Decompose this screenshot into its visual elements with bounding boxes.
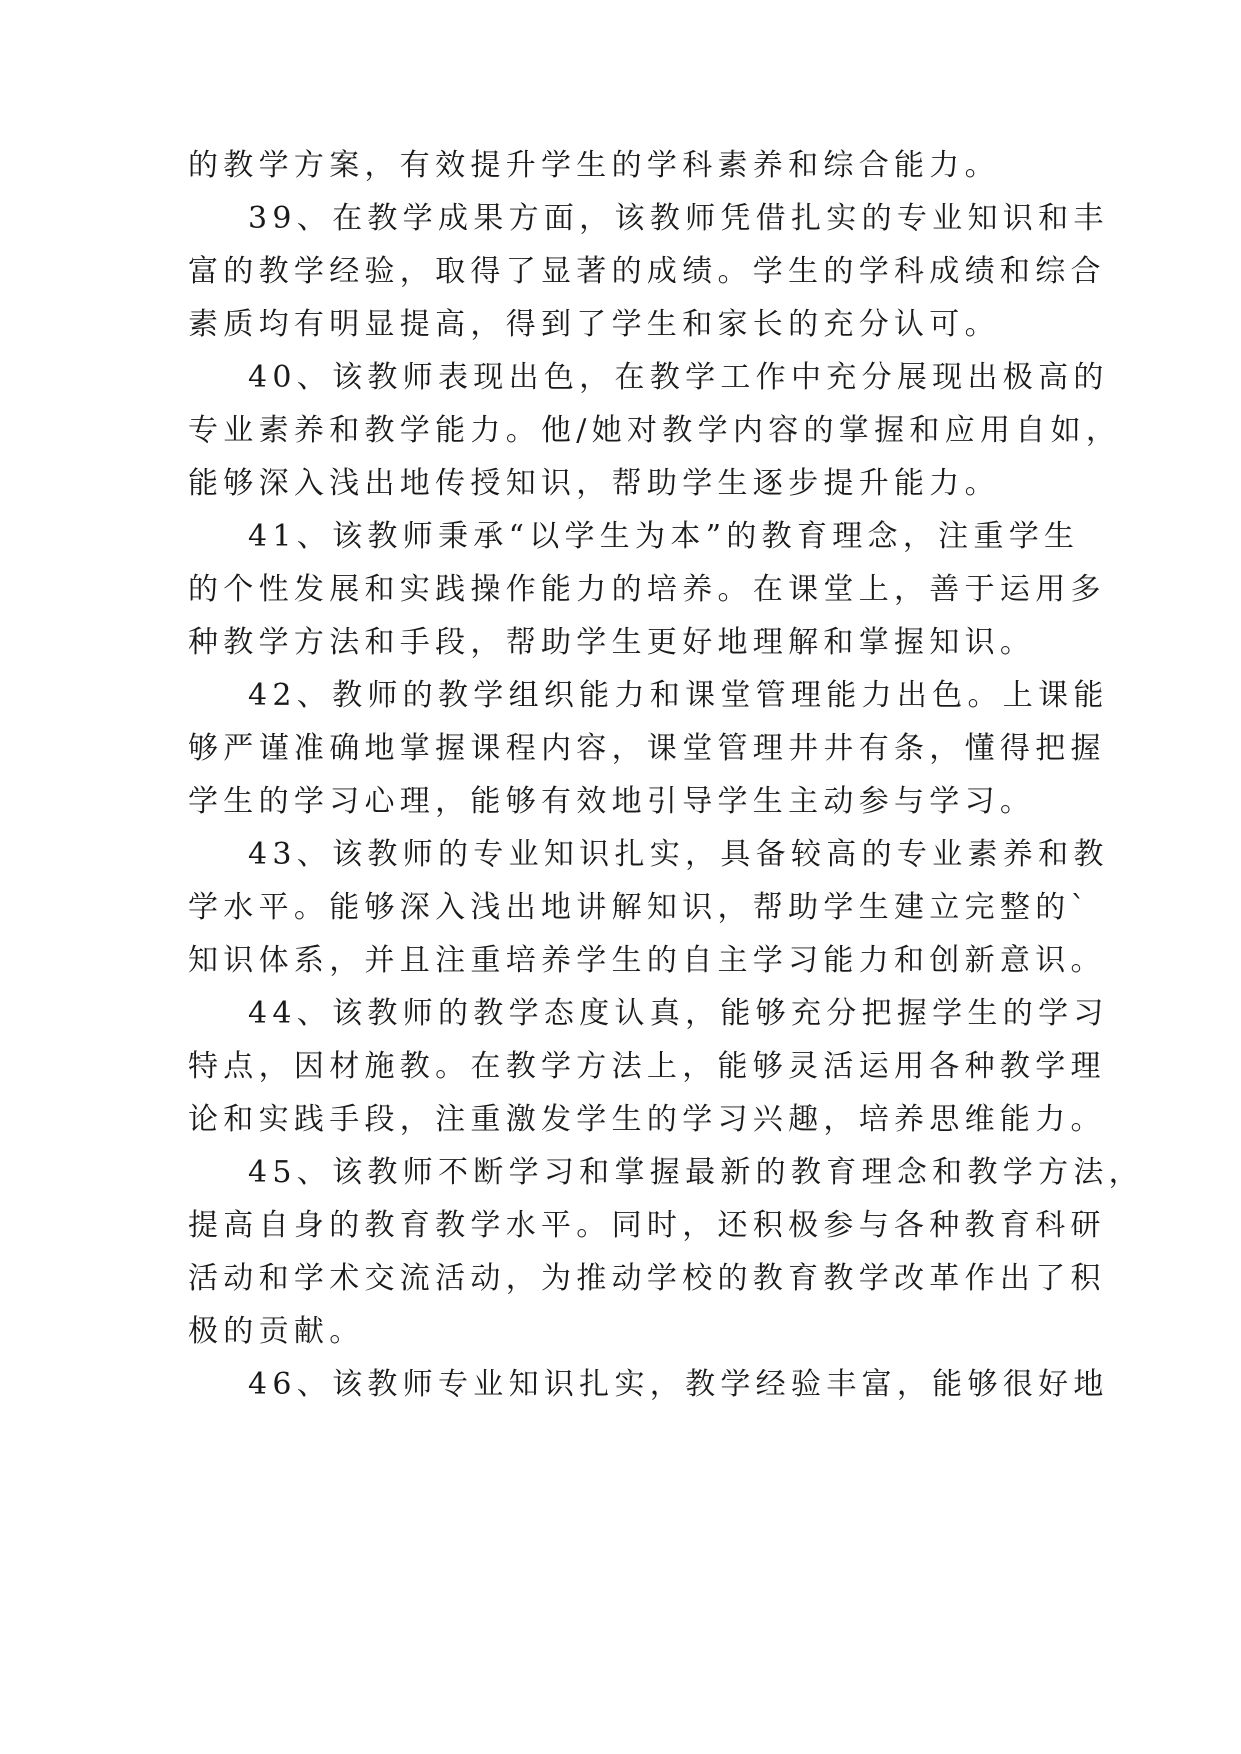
paragraph-40-line: 40、该教师表现出色，在教学工作中充分展现出极高的 [248, 360, 1109, 395]
text-line: 学水平。能够深入浅出地讲解知识，帮助学生建立完整的` [188, 890, 1091, 925]
text-line: 提高自身的教育教学水平。同时，还积极参与各种教育科研 [188, 1208, 1106, 1243]
paragraph-42-line: 42、教师的教学组织能力和课堂管理能力出色。上课能 [248, 678, 1109, 713]
paragraph-44-line: 44、该教师的教学态度认真，能够充分把握学生的学习 [248, 996, 1109, 1031]
paragraph-39-line: 39、在教学成果方面，该教师凭借扎实的专业知识和丰 [248, 201, 1109, 236]
text-line: 极的贡献。 [188, 1314, 365, 1349]
paragraph-41-line: 41、该教师秉承“以学生为本”的教育理念，注重学生 [248, 519, 1080, 554]
paragraph-45-line: 45、该教师不断学习和掌握最新的教育理念和教学方法， [248, 1155, 1144, 1190]
paragraph-43-line: 43、该教师的专业知识扎实，具备较高的专业素养和教 [248, 837, 1109, 872]
text-line: 知识体系，并且注重培养学生的自主学习能力和创新意识。 [188, 943, 1106, 978]
text-line: 素质均有明显提高，得到了学生和家长的充分认可。 [188, 307, 1000, 342]
text-line: 种教学方法和手段，帮助学生更好地理解和掌握知识。 [188, 625, 1036, 660]
text-line: 学生的学习心理，能够有效地引导学生主动参与学习。 [188, 784, 1036, 819]
text-line: 够严谨准确地掌握课程内容，课堂管理井井有条，懂得把握 [188, 731, 1106, 766]
text-line: 专业素养和教学能力。他/她对教学内容的掌握和应用自如， [188, 413, 1122, 448]
text-line: 的教学方案，有效提升学生的学科素养和综合能力。 [188, 148, 1000, 183]
text-line: 特点，因材施教。在教学方法上，能够灵活运用各种教学理 [188, 1049, 1106, 1084]
text-line: 的个性发展和实践操作能力的培养。在课堂上，善于运用多 [188, 572, 1106, 607]
text-line: 能够深入浅出地传授知识，帮助学生逐步提升能力。 [188, 466, 1000, 501]
text-line: 富的教学经验，取得了显著的成绩。学生的学科成绩和综合 [188, 254, 1106, 289]
text-line: 活动和学术交流活动，为推动学校的教育教学改革作出了积 [188, 1261, 1106, 1296]
paragraph-46-line: 46、该教师专业知识扎实，教学经验丰富，能够很好地 [248, 1367, 1109, 1402]
text-line: 论和实践手段，注重激发学生的学习兴趣，培养思维能力。 [188, 1102, 1106, 1137]
